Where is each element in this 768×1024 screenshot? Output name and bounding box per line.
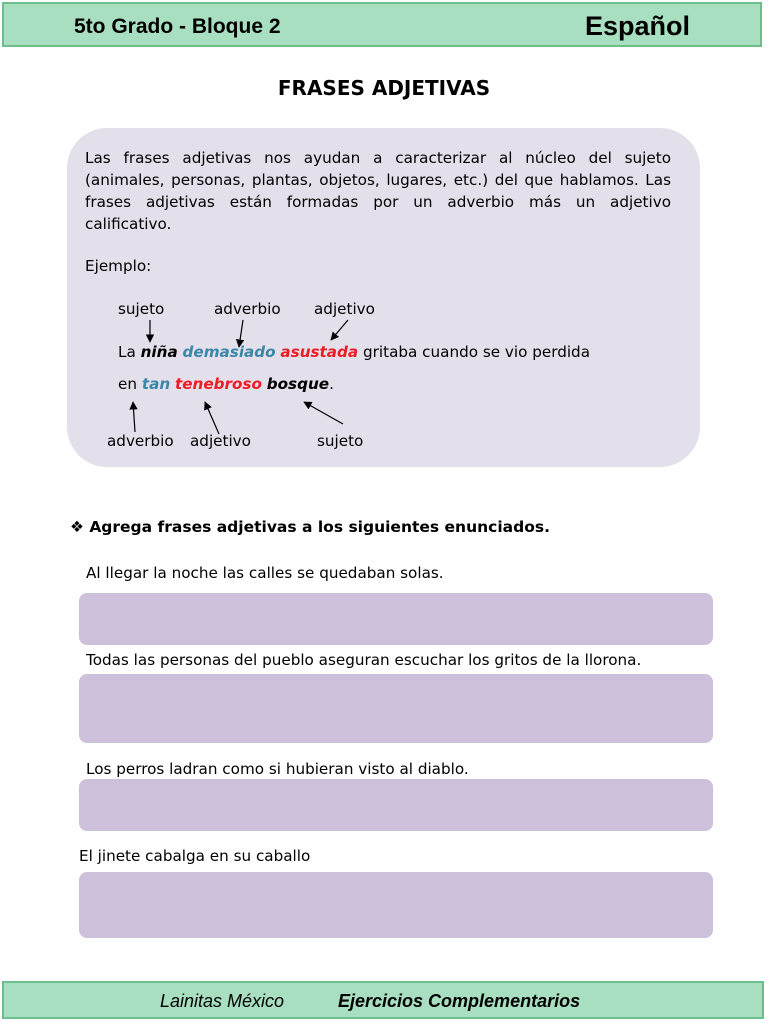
- subject-label: Español: [584, 11, 690, 41]
- top-label-adverbio: adverbio: [214, 300, 281, 318]
- answer-box-3[interactable]: [79, 779, 713, 831]
- footer-bar: [2, 981, 764, 1019]
- exercise-sentence-4: El jinete cabalga en su caballo: [79, 847, 311, 865]
- arrow-adverbio-to-demasiado: [239, 320, 243, 347]
- answer-box-2[interactable]: [79, 674, 713, 743]
- arrow-adjetivo-to-tenebroso: [205, 402, 219, 434]
- bottom-label-sujeto: sujeto: [317, 432, 364, 450]
- arrow-adjetivo-to-asustada: [331, 320, 348, 340]
- word-en: en: [118, 375, 142, 393]
- bottom-label-adjetivo: adjetivo: [190, 432, 251, 450]
- arrow-sujeto-to-bosque: [304, 402, 343, 424]
- word-tan: tan: [141, 375, 171, 393]
- exercise-sentence-1: Al llegar la noche las calles se quedaban solas.: [86, 564, 444, 582]
- word-demasiado: demasiado: [182, 343, 276, 361]
- word-asustada: asustada: [280, 343, 359, 361]
- exercise-instruction: [70, 518, 550, 536]
- example-label: Ejemplo:: [85, 257, 152, 275]
- grade-block-label: 5to Grado - Bloque 2: [74, 15, 281, 38]
- word-period: .: [329, 375, 334, 393]
- word-bosque: bosque: [266, 375, 330, 393]
- line1-rest: gritaba cuando se vio perdida: [358, 343, 591, 361]
- diamond-bullet-icon: ❖: [70, 518, 84, 536]
- word-nina: niña: [140, 343, 178, 361]
- bottom-label-adverbio: adverbio: [107, 432, 174, 450]
- exercise-sentence-2: Todas las personas del pueblo aseguran escuchar los gritos de la llorona.: [86, 651, 642, 669]
- intro-paragraph: Las frases adjetivas nos ayudan a caracterizar al núcleo del sujeto (animales, personas, plantas, objetos, lugares, etc.) del que hablamos. Las frases adjetivas están formadas por un adverbio más un adjetivo calificativo.: [85, 149, 671, 233]
- page-title: FRASES ADJETIVAS: [277, 76, 491, 100]
- answer-box-1[interactable]: [79, 593, 713, 645]
- word-la: La: [118, 343, 141, 361]
- instruction-text: Agrega frases adjetivas a los siguientes enunciados.: [89, 518, 550, 536]
- footer-series: Ejercicios Complementarios: [338, 991, 581, 1011]
- top-label-adjetivo: adjetivo: [314, 300, 375, 318]
- word-tenebroso: tenebroso: [174, 375, 262, 393]
- top-label-sujeto: sujeto: [118, 300, 165, 318]
- arrow-adverbio-to-tan: [133, 402, 135, 432]
- footer-author: Lainitas México: [160, 991, 285, 1011]
- exercise-sentence-3: Los perros ladran como si hubieran visto al diablo.: [86, 760, 469, 778]
- answer-box-4[interactable]: [79, 872, 713, 938]
